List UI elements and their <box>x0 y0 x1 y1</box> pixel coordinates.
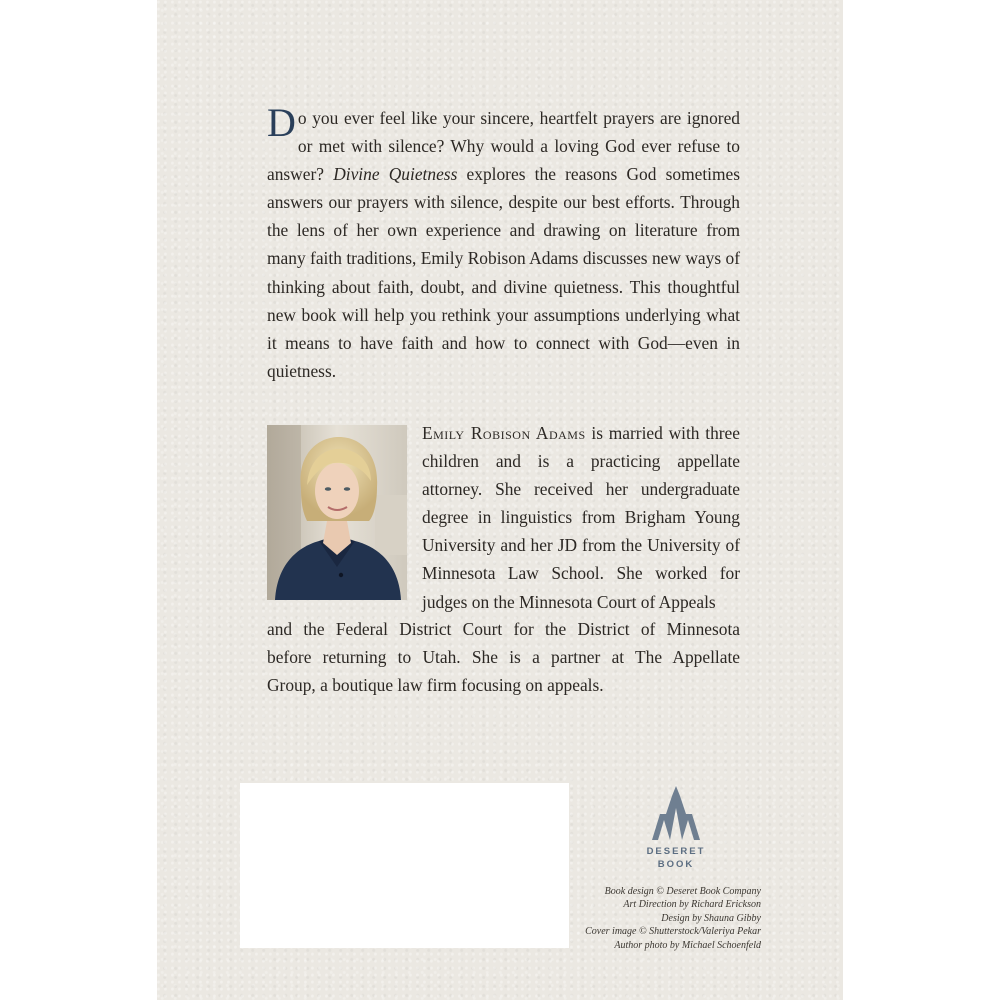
credit-line: Book design © Deseret Book Company <box>604 886 761 897</box>
author-photo <box>267 425 407 600</box>
author-bio-text: is married with three children and is a practicing appellate attorney. She received her undergraduate degree in linguistics from Brigham Young University and her JD from the University of Minnesota Law School. She worked for judges on the Minnesota Court of Appeals <box>422 423 740 612</box>
publisher-name-line-1: DESERET <box>646 846 706 857</box>
author-bio-line: Group, a boutique law firm focusing on appeals. <box>267 675 604 695</box>
author-bio-line: before returning to Utah. She is a partner at The Appellate <box>267 647 740 667</box>
credit-line: Author photo by Michael Schoenfeld <box>614 939 761 951</box>
deseret-book-logo-icon <box>646 784 706 842</box>
description-text-2: explores the reasons God sometimes answers our prayers with silence, despite our best efforts. Through the lens of her own experience and drawing on literature from many faith traditions, Emily Robison Adams discusses new ways of thinking about faith, doubt, and divine quietness. This thoughtful new book will help you rethink your assumptions underlying what it means to have faith and how to connect with God—even in quietness. <box>267 164 741 381</box>
credit-line: Art Direction by Richard Erickson <box>623 899 761 911</box>
description-text-1: o you ever feel like your sincere, heartfelt prayers are ignored or met with silence? Why would a loving God ever refuse to answer? <box>267 108 740 185</box>
publisher-name-line-2: BOOK <box>657 859 695 870</box>
credit-line: Cover image © Shutterstock/Valeriya Pekar <box>585 926 761 938</box>
author-name: Emily Robison Adams <box>422 423 586 443</box>
design-credits <box>560 885 761 952</box>
barcode-placeholder <box>240 783 569 948</box>
author-bio-beside-photo <box>422 419 740 616</box>
credit-line: Design by Shauna Gibby <box>661 912 761 924</box>
author-bio-line: and the Federal District Court for the District of Minnesota <box>267 619 740 639</box>
author-portrait-icon <box>267 425 407 600</box>
book-description <box>267 100 741 385</box>
drop-cap: D <box>267 100 296 145</box>
book-title-italic: Divine Quietness <box>333 164 458 185</box>
